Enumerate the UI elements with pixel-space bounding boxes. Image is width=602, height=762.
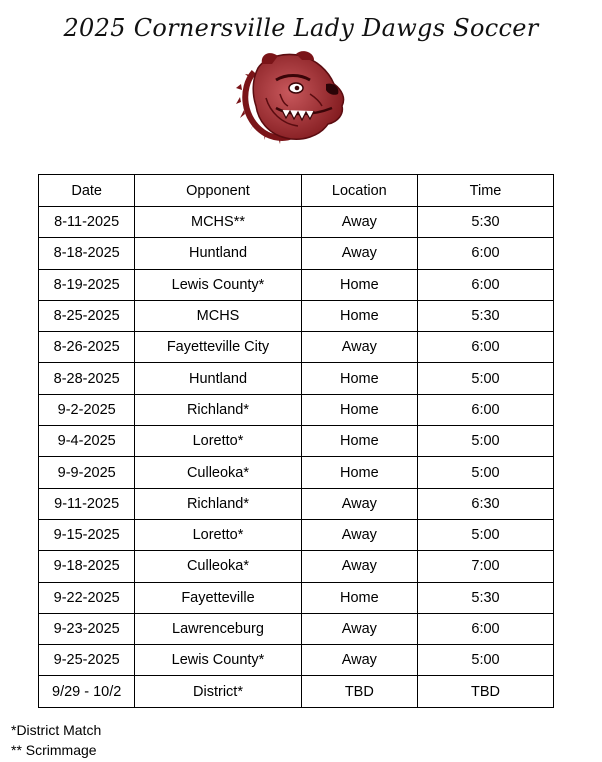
table-row [39,582,554,613]
location-cell: Home [301,582,417,613]
opponent-cell: Lawrenceburg [135,613,301,644]
table-row [39,613,554,644]
opponent-cell: Richland* [135,488,301,519]
table-row [39,645,554,676]
location-cell: Away [301,207,417,238]
time-cell: 7:00 [418,551,554,582]
location-cell: Away [301,238,417,269]
date-cell: 8-19-2025 [39,269,135,300]
column-header-location: Location [301,175,417,207]
location-cell: Home [301,394,417,425]
table-row [39,426,554,457]
time-cell: 5:30 [418,300,554,331]
table-row [39,238,554,269]
opponent-cell: District* [135,676,301,707]
table-row [39,394,554,425]
time-cell: 6:00 [418,269,554,300]
opponent-cell: Fayetteville [135,582,301,613]
table-row [39,488,554,519]
date-cell: 9-2-2025 [39,394,135,425]
table-row [39,551,554,582]
time-cell: 5:00 [418,519,554,550]
date-cell: 8-18-2025 [39,238,135,269]
location-cell: Away [301,645,417,676]
date-cell: 8-11-2025 [39,207,135,238]
time-cell: 5:00 [418,363,554,394]
location-cell: Away [301,332,417,363]
date-cell: 9-15-2025 [39,519,135,550]
location-cell: Away [301,488,417,519]
time-cell: 5:30 [418,207,554,238]
opponent-cell: Loretto* [135,426,301,457]
footnote-district: *District Match [11,722,102,738]
column-header-opponent: Opponent [135,175,301,207]
table-row [39,269,554,300]
time-cell: 5:00 [418,645,554,676]
location-cell: TBD [301,676,417,707]
time-cell: 5:30 [418,582,554,613]
table-header-row [39,175,554,207]
opponent-cell: Culleoka* [135,457,301,488]
schedule-table [38,174,554,708]
date-cell: 9-22-2025 [39,582,135,613]
time-cell: 6:00 [418,332,554,363]
table-row [39,519,554,550]
date-cell: 9-23-2025 [39,613,135,644]
table-row [39,332,554,363]
date-cell: 9-4-2025 [39,426,135,457]
date-cell: 8-26-2025 [39,332,135,363]
table-row [39,300,554,331]
opponent-cell: MCHS [135,300,301,331]
time-cell: 5:00 [418,426,554,457]
date-cell: 8-28-2025 [39,363,135,394]
location-cell: Home [301,300,417,331]
time-cell: 6:00 [418,613,554,644]
opponent-cell: Lewis County* [135,645,301,676]
opponent-cell: MCHS** [135,207,301,238]
footnote-scrimmage: ** Scrimmage [11,742,97,758]
date-cell: 9-11-2025 [39,488,135,519]
table-row [39,363,554,394]
time-cell: 6:00 [418,394,554,425]
location-cell: Away [301,519,417,550]
column-header-date: Date [39,175,135,207]
column-header-time: Time [418,175,554,207]
date-cell: 9/29 - 10/2 [39,676,135,707]
date-cell: 9-18-2025 [39,551,135,582]
date-cell: 8-25-2025 [39,300,135,331]
date-cell: 9-25-2025 [39,645,135,676]
opponent-cell: Huntland [135,238,301,269]
location-cell: Home [301,363,417,394]
time-cell: 6:00 [418,238,554,269]
opponent-cell: Loretto* [135,519,301,550]
opponent-cell: Huntland [135,363,301,394]
table-row [39,457,554,488]
time-cell: 6:30 [418,488,554,519]
opponent-cell: Culleoka* [135,551,301,582]
footnotes [11,720,101,760]
time-cell: 5:00 [418,457,554,488]
page-title: 2025 Cornersville Lady Dawgs Soccer [63,14,539,42]
location-cell: Away [301,613,417,644]
opponent-cell: Fayetteville City [135,332,301,363]
location-cell: Home [301,269,417,300]
table-row [39,207,554,238]
date-cell: 9-9-2025 [39,457,135,488]
location-cell: Home [301,457,417,488]
opponent-cell: Lewis County* [135,269,301,300]
time-cell: TBD [418,676,554,707]
opponent-cell: Richland* [135,394,301,425]
location-cell: Home [301,426,417,457]
table-row [39,676,554,707]
location-cell: Away [301,551,417,582]
bulldog-mascot-icon [236,50,350,146]
